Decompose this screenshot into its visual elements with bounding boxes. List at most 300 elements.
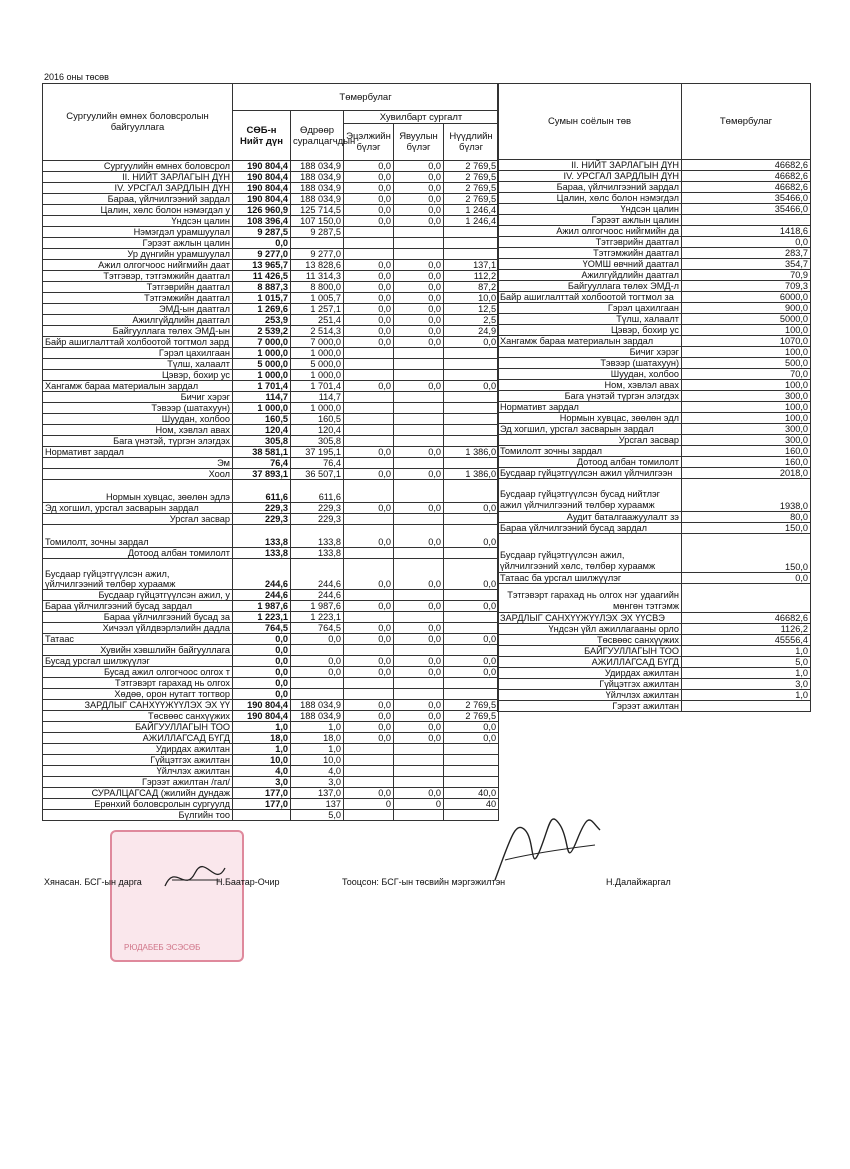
table-row bbox=[498, 347, 811, 358]
row-label: Ажилгүйдлийн даатгал bbox=[43, 315, 233, 326]
row-label: Бичиг хэрэг bbox=[498, 347, 682, 358]
row-label: Хоол bbox=[43, 469, 233, 480]
row-value: 5,0 bbox=[682, 657, 811, 668]
row-value: 0,0 bbox=[394, 711, 444, 722]
row-label: Бусдаар гүйцэтгүүлсэн ажил үйлчилгээн bbox=[498, 468, 682, 479]
row-label: Нормын хувцас, зөөлөн эдлэ bbox=[43, 480, 233, 503]
row-value: 0,0 bbox=[344, 194, 394, 205]
row-label: СУРАЛЦАГСАД (жилийн дундаж bbox=[43, 788, 233, 799]
row-value bbox=[394, 590, 444, 601]
table-row bbox=[43, 282, 499, 293]
row-value bbox=[394, 436, 444, 447]
row-value: 611,6 bbox=[291, 480, 344, 503]
row-value bbox=[394, 370, 444, 381]
row-value: 10,0 bbox=[291, 755, 344, 766]
row-value: 10,0 bbox=[233, 755, 291, 766]
row-value: 1,0 bbox=[291, 744, 344, 755]
row-value: 70,0 bbox=[682, 369, 811, 380]
reviewed-by-label: Хянасан. БСГ-ын дарга bbox=[44, 877, 142, 887]
row-value: 120,4 bbox=[291, 425, 344, 436]
row-label: Ур дүнгийн урамшуулал bbox=[43, 249, 233, 260]
row-value bbox=[394, 810, 444, 821]
row-value: 253,9 bbox=[233, 315, 291, 326]
row-value: 354,7 bbox=[682, 259, 811, 270]
row-label: Ном, хэвлэл авах bbox=[498, 380, 682, 391]
row-value: 0,0 bbox=[344, 216, 394, 227]
culture-group-header: Төмөрбулаг bbox=[682, 84, 811, 160]
table-row bbox=[498, 259, 811, 270]
row-value bbox=[344, 359, 394, 370]
row-label: Томилолт зочны зардал bbox=[498, 446, 682, 457]
row-value bbox=[682, 584, 811, 613]
row-label: Нэмэгдэл урамшуулал bbox=[43, 227, 233, 238]
row-value: 0,0 bbox=[291, 634, 344, 645]
row-value bbox=[394, 359, 444, 370]
row-value: 38 581,1 bbox=[233, 447, 291, 458]
row-value: 0,0 bbox=[344, 788, 394, 799]
row-value: 190 804,4 bbox=[233, 711, 291, 722]
row-label: Гүйцэтгэх ажилтан bbox=[498, 679, 682, 690]
table-row bbox=[43, 172, 499, 183]
row-label: Бусдаар гүйцэтгүүлсэн ажил, у bbox=[43, 590, 233, 601]
row-value: 177,0 bbox=[233, 788, 291, 799]
row-value bbox=[344, 744, 394, 755]
row-value bbox=[394, 678, 444, 689]
table-row bbox=[43, 766, 499, 777]
table-row bbox=[43, 612, 499, 623]
row-value: 764,5 bbox=[233, 623, 291, 634]
row-value: 100,0 bbox=[682, 402, 811, 413]
row-value: 1418,6 bbox=[682, 226, 811, 237]
row-value: 76,4 bbox=[291, 458, 344, 469]
row-value: 35466,0 bbox=[682, 193, 811, 204]
row-value bbox=[444, 744, 499, 755]
row-value: 4,0 bbox=[233, 766, 291, 777]
row-value: 8 887,3 bbox=[233, 282, 291, 293]
table-row bbox=[43, 293, 499, 304]
table-row bbox=[498, 193, 811, 204]
row-value: 0,0 bbox=[394, 260, 444, 271]
table-row bbox=[498, 325, 811, 336]
row-value: 244,6 bbox=[233, 590, 291, 601]
row-value: 12,5 bbox=[444, 304, 499, 315]
row-label: Бүлгийн тоо bbox=[43, 810, 233, 821]
row-value: 0 bbox=[394, 799, 444, 810]
row-label: Бараа, үйлчилгээний зардал bbox=[498, 182, 682, 193]
row-value: 1,0 bbox=[682, 646, 811, 657]
row-value bbox=[444, 392, 499, 403]
row-value bbox=[394, 514, 444, 525]
row-label: Аудит баталгаажуулалт зэ bbox=[498, 512, 682, 523]
row-value: 0,0 bbox=[344, 722, 394, 733]
table-row bbox=[498, 226, 811, 237]
row-value: 0,0 bbox=[344, 315, 394, 326]
row-label: Бага үнэтэй түргэн элэгдэх bbox=[498, 391, 682, 402]
row-value: 0,0 bbox=[344, 326, 394, 337]
row-value: 0,0 bbox=[444, 656, 499, 667]
row-value: 188 034,9 bbox=[291, 194, 344, 205]
row-value bbox=[682, 215, 811, 226]
table-row bbox=[43, 414, 499, 425]
row-value: 18,0 bbox=[291, 733, 344, 744]
row-value: 0,0 bbox=[344, 503, 394, 514]
table-row bbox=[498, 402, 811, 413]
table-row bbox=[498, 534, 811, 573]
row-value: 1938,0 bbox=[682, 479, 811, 512]
row-value: 5,0 bbox=[291, 810, 344, 821]
reviewer-name: Н.Баатар-Очир bbox=[216, 877, 280, 887]
table-row bbox=[43, 525, 499, 548]
row-value: 137,0 bbox=[291, 788, 344, 799]
row-label: Дотоод албан томилолт bbox=[498, 457, 682, 468]
row-value: 0,0 bbox=[344, 293, 394, 304]
row-label: Хичээл үйлдвэрлэлийн дадла bbox=[43, 623, 233, 634]
row-value: 40,0 bbox=[444, 788, 499, 799]
row-value: 1 386,0 bbox=[444, 447, 499, 458]
row-label: АЖИЛЛАГСАД БҮГД bbox=[498, 657, 682, 668]
row-label: Татаас ба урсгал шилжүүлэг bbox=[498, 573, 682, 584]
table-row bbox=[43, 238, 499, 249]
row-value: 160,5 bbox=[291, 414, 344, 425]
row-value: 0,0 bbox=[394, 656, 444, 667]
row-label: ЗАРДЛЫГ САНХҮҮЖҮҮЛЭХ ЭХ ҮҮСВЭ bbox=[498, 613, 682, 624]
row-value: 37 893,1 bbox=[233, 469, 291, 480]
row-value: 0,0 bbox=[394, 304, 444, 315]
row-value bbox=[344, 458, 394, 469]
table-row bbox=[498, 446, 811, 457]
row-label: Тэтгэвэр, тэтгэмжийн даатгал bbox=[43, 271, 233, 282]
row-label: БАЙГУУЛЛАГЫН ТОО bbox=[43, 722, 233, 733]
row-value: 7 000,0 bbox=[233, 337, 291, 348]
row-value: 244,6 bbox=[233, 559, 291, 590]
table-row bbox=[43, 271, 499, 282]
row-value: 0,0 bbox=[344, 700, 394, 711]
row-value: 133,8 bbox=[233, 525, 291, 548]
table-row bbox=[43, 722, 499, 733]
row-value: 0,0 bbox=[394, 381, 444, 392]
row-label: Цалин, хөлс болон нэмэгдэл у bbox=[43, 205, 233, 216]
row-value: 0,0 bbox=[344, 381, 394, 392]
row-label: Урсгал засвар bbox=[43, 514, 233, 525]
attached-group-header: Эцэлжийн бүлэг bbox=[344, 124, 394, 161]
row-value: 0,0 bbox=[344, 525, 394, 548]
row-value: 188 034,9 bbox=[291, 172, 344, 183]
row-value: 0,0 bbox=[394, 205, 444, 216]
row-value: 0,0 bbox=[444, 722, 499, 733]
table-row bbox=[498, 523, 811, 534]
row-value: 2 539,2 bbox=[233, 326, 291, 337]
row-value: 6000,0 bbox=[682, 292, 811, 303]
row-value: 108 396,4 bbox=[233, 216, 291, 227]
row-value: 0,0 bbox=[444, 733, 499, 744]
daytime-header: Өдрөөр суралцагчдын bbox=[291, 111, 344, 161]
row-value bbox=[394, 392, 444, 403]
row-value: 709,3 bbox=[682, 281, 811, 292]
table-row bbox=[43, 315, 499, 326]
row-value: 13 965,7 bbox=[233, 260, 291, 271]
row-value: 190 804,4 bbox=[233, 700, 291, 711]
table-row bbox=[498, 204, 811, 215]
row-value: 100,0 bbox=[682, 380, 811, 391]
table-row bbox=[43, 403, 499, 414]
row-value: 0,0 bbox=[233, 634, 291, 645]
row-value: 0,0 bbox=[444, 601, 499, 612]
row-value: 9 287,5 bbox=[291, 227, 344, 238]
row-value: 150,0 bbox=[682, 523, 811, 534]
row-value: 1 223,1 bbox=[291, 612, 344, 623]
row-value bbox=[394, 480, 444, 503]
row-value: 1 000,0 bbox=[291, 403, 344, 414]
table-row bbox=[43, 777, 499, 788]
row-value bbox=[344, 425, 394, 436]
row-value: 2 514,3 bbox=[291, 326, 344, 337]
row-label: Тэтгэвэрт гарахад нь олгох bbox=[43, 678, 233, 689]
variable-training-header: Хувилбарт сургалт bbox=[344, 111, 499, 124]
row-value: 190 804,4 bbox=[233, 194, 291, 205]
row-label: АЖИЛЛАГСАД БҮГД bbox=[43, 733, 233, 744]
table-row bbox=[498, 613, 811, 624]
row-value bbox=[444, 425, 499, 436]
row-value: 0,0 bbox=[444, 381, 499, 392]
row-value: 283,7 bbox=[682, 248, 811, 259]
table-row bbox=[43, 436, 499, 447]
row-value: 188 034,9 bbox=[291, 183, 344, 194]
row-value: 0,0 bbox=[444, 337, 499, 348]
row-value bbox=[344, 370, 394, 381]
row-value bbox=[233, 810, 291, 821]
row-value bbox=[344, 548, 394, 559]
table-row bbox=[43, 733, 499, 744]
row-value: 37 195,1 bbox=[291, 447, 344, 458]
row-value bbox=[291, 678, 344, 689]
preschool-budget-table bbox=[42, 83, 499, 821]
row-value: 87,2 bbox=[444, 282, 499, 293]
row-label: Ерөнхий боловсролын сургуулд bbox=[43, 799, 233, 810]
row-label: Дотоод албан томилолт bbox=[43, 548, 233, 559]
row-label: Үндсэн цалин bbox=[498, 204, 682, 215]
row-value: 0,0 bbox=[344, 205, 394, 216]
row-value: 11 314,3 bbox=[291, 271, 344, 282]
row-label: Бусдаар гүйцэтгүүлсэн бусад нийтлэг ажил үйлчилгээний төлбөр хураамж bbox=[498, 479, 682, 512]
row-value: 0,0 bbox=[233, 667, 291, 678]
row-value: 0,0 bbox=[344, 260, 394, 271]
row-value bbox=[344, 766, 394, 777]
table-row bbox=[498, 171, 811, 182]
row-label: Гэрээт ажилтан /гал/ bbox=[43, 777, 233, 788]
table-row bbox=[498, 512, 811, 523]
row-value: 4,0 bbox=[291, 766, 344, 777]
row-value: 1,0 bbox=[233, 722, 291, 733]
row-value bbox=[344, 678, 394, 689]
nomadic-group-header: Нүүдлийн бүлэг bbox=[444, 124, 499, 161]
row-value: 2018,0 bbox=[682, 468, 811, 479]
row-value: 0,0 bbox=[394, 194, 444, 205]
row-label: Байгууллага төлөх ЭМД-л bbox=[498, 281, 682, 292]
table-row bbox=[43, 700, 499, 711]
table-row bbox=[43, 161, 499, 172]
culture-center-budget-table bbox=[497, 83, 811, 712]
table-row bbox=[498, 679, 811, 690]
row-value: 1 015,7 bbox=[233, 293, 291, 304]
row-label: Шуудан, холбоо bbox=[43, 414, 233, 425]
row-value: 0,0 bbox=[291, 667, 344, 678]
row-label: Гүйцэтгэх ажилтан bbox=[43, 755, 233, 766]
row-value: 1,0 bbox=[682, 668, 811, 679]
row-label: II. НИЙТ ЗАРЛАГЫН ДҮН bbox=[43, 172, 233, 183]
row-value: 190 804,4 bbox=[233, 172, 291, 183]
row-value: 0,0 bbox=[682, 573, 811, 584]
table-row bbox=[43, 548, 499, 559]
table-row bbox=[498, 270, 811, 281]
row-value: 7 000,0 bbox=[291, 337, 344, 348]
row-value: 45556,4 bbox=[682, 635, 811, 646]
row-label: Эд хогшил, урсгал засварын зардал bbox=[498, 424, 682, 435]
row-value: 5 000,0 bbox=[291, 359, 344, 370]
row-value bbox=[291, 645, 344, 656]
row-value: 10,0 bbox=[444, 293, 499, 304]
row-value: 2 769,5 bbox=[444, 161, 499, 172]
table-row bbox=[498, 435, 811, 446]
row-label: Бусад урсгал шилжүүлэг bbox=[43, 656, 233, 667]
table-row bbox=[498, 646, 811, 657]
row-value bbox=[394, 458, 444, 469]
culture-org-header: Сумын соёлын төв bbox=[498, 84, 682, 160]
row-value bbox=[344, 249, 394, 260]
table-row bbox=[498, 369, 811, 380]
row-value: 0,0 bbox=[394, 733, 444, 744]
table-row bbox=[498, 281, 811, 292]
row-value: 1 000,0 bbox=[233, 403, 291, 414]
row-value: 1 246,4 bbox=[444, 205, 499, 216]
row-label: Гэрээт ажлын цалин bbox=[498, 215, 682, 226]
row-value bbox=[444, 755, 499, 766]
row-value: 5000,0 bbox=[682, 314, 811, 325]
row-value: 188 034,9 bbox=[291, 711, 344, 722]
row-value bbox=[344, 436, 394, 447]
row-label: Бусад ажил олгогчоос олгох т bbox=[43, 667, 233, 678]
row-value: 133,8 bbox=[291, 548, 344, 559]
row-label: ҮОМШ өвчний даатгал bbox=[498, 259, 682, 270]
row-value bbox=[344, 590, 394, 601]
row-label: Үйлчлэх ажилтан bbox=[43, 766, 233, 777]
table-row bbox=[498, 182, 811, 193]
row-value: 0,0 bbox=[344, 337, 394, 348]
table-row bbox=[498, 160, 811, 171]
row-value: 0 bbox=[344, 799, 394, 810]
row-label: ЗАРДЛЫГ САНХҮҮЖҮҮЛЭХ ЭХ ҮҮ bbox=[43, 700, 233, 711]
row-value: 1 005,7 bbox=[291, 293, 344, 304]
table-row bbox=[43, 755, 499, 766]
row-label: Нормативт зардал bbox=[43, 447, 233, 458]
row-label: Сургуулийн өмнөх боловсрол bbox=[43, 161, 233, 172]
row-value: 0,0 bbox=[344, 559, 394, 590]
table-row bbox=[43, 216, 499, 227]
row-value bbox=[682, 701, 811, 712]
row-value: 1 000,0 bbox=[233, 348, 291, 359]
row-label: IV. УРСГАЛ ЗАРДЛЫН ДҮН bbox=[43, 183, 233, 194]
row-value bbox=[344, 414, 394, 425]
row-value: 0,0 bbox=[394, 700, 444, 711]
row-value: 3,0 bbox=[682, 679, 811, 690]
total-header: СӨБ-н Нийт дүн bbox=[233, 111, 291, 161]
row-value: 160,0 bbox=[682, 457, 811, 468]
row-value bbox=[344, 689, 394, 700]
row-value: 900,0 bbox=[682, 303, 811, 314]
row-value bbox=[444, 612, 499, 623]
table-row bbox=[43, 590, 499, 601]
row-value bbox=[394, 744, 444, 755]
table-row bbox=[498, 237, 811, 248]
table-row bbox=[498, 584, 811, 613]
row-value: 305,8 bbox=[291, 436, 344, 447]
row-value: 500,0 bbox=[682, 358, 811, 369]
row-value: 1 269,6 bbox=[233, 304, 291, 315]
row-label: Бага үнэтэй, түргэн элэгдэх bbox=[43, 436, 233, 447]
row-value: 764,5 bbox=[291, 623, 344, 634]
row-label: Төсвөөс санхүүжих bbox=[43, 711, 233, 722]
row-value bbox=[394, 249, 444, 260]
row-label: Гэрээт ажлын цалин bbox=[43, 238, 233, 249]
row-value: 300,0 bbox=[682, 391, 811, 402]
row-value: 18,0 bbox=[233, 733, 291, 744]
table-row bbox=[498, 624, 811, 635]
row-label: Тэтгэмжийн даатгал bbox=[43, 293, 233, 304]
row-value: 0,0 bbox=[394, 623, 444, 634]
row-label: Гэрэл цахилгаан bbox=[498, 303, 682, 314]
row-value: 244,6 bbox=[291, 590, 344, 601]
row-value: 80,0 bbox=[682, 512, 811, 523]
row-label: Цэвэр, бохир ус bbox=[498, 325, 682, 336]
row-value: 188 034,9 bbox=[291, 700, 344, 711]
row-value bbox=[394, 777, 444, 788]
row-value: 0,0 bbox=[394, 634, 444, 645]
row-label: Эд хогшил, урсгал засварын зардал bbox=[43, 503, 233, 514]
row-label: Бусдаар гүйцэтгүүлсэн ажил, үйлчилгээний хөлс, төлбөр хураамж bbox=[498, 534, 682, 573]
row-value bbox=[344, 645, 394, 656]
table-row bbox=[43, 559, 499, 590]
row-value bbox=[291, 689, 344, 700]
row-value: 0,0 bbox=[394, 601, 444, 612]
row-label: Байр ашиглалттай холбоотой тогтмол за bbox=[498, 292, 682, 303]
row-value: 190 804,4 bbox=[233, 183, 291, 194]
row-value bbox=[344, 238, 394, 249]
row-value bbox=[394, 227, 444, 238]
row-value: 0,0 bbox=[344, 667, 394, 678]
row-label: Эм bbox=[43, 458, 233, 469]
row-value: 2 769,5 bbox=[444, 183, 499, 194]
row-label: Төсвөөс санхүүжих bbox=[498, 635, 682, 646]
row-value bbox=[444, 414, 499, 425]
table-row bbox=[43, 645, 499, 656]
row-value bbox=[444, 458, 499, 469]
row-label: Ажилгүйдлийн даатгал bbox=[498, 270, 682, 281]
row-value: 0,0 bbox=[344, 469, 394, 480]
row-value: 1 987,6 bbox=[233, 601, 291, 612]
row-value: 5 000,0 bbox=[233, 359, 291, 370]
row-value: 46682,6 bbox=[682, 182, 811, 193]
row-value: 0,0 bbox=[394, 667, 444, 678]
row-label: Татаас bbox=[43, 634, 233, 645]
row-label: Хангамж бараа материалын зардал bbox=[498, 336, 682, 347]
row-label: Гэрэл цахилгаан bbox=[43, 348, 233, 359]
row-value: 150,0 bbox=[682, 534, 811, 573]
row-label: Түлш, халаалт bbox=[498, 314, 682, 325]
row-label: Тэтгэвэрт гарахад нь олгох нэг удаагийн мөнгөн тэтгэмж bbox=[498, 584, 682, 613]
table-row bbox=[43, 744, 499, 755]
row-value: 0,0 bbox=[394, 337, 444, 348]
row-value: 100,0 bbox=[682, 413, 811, 424]
row-value: 0,0 bbox=[344, 271, 394, 282]
